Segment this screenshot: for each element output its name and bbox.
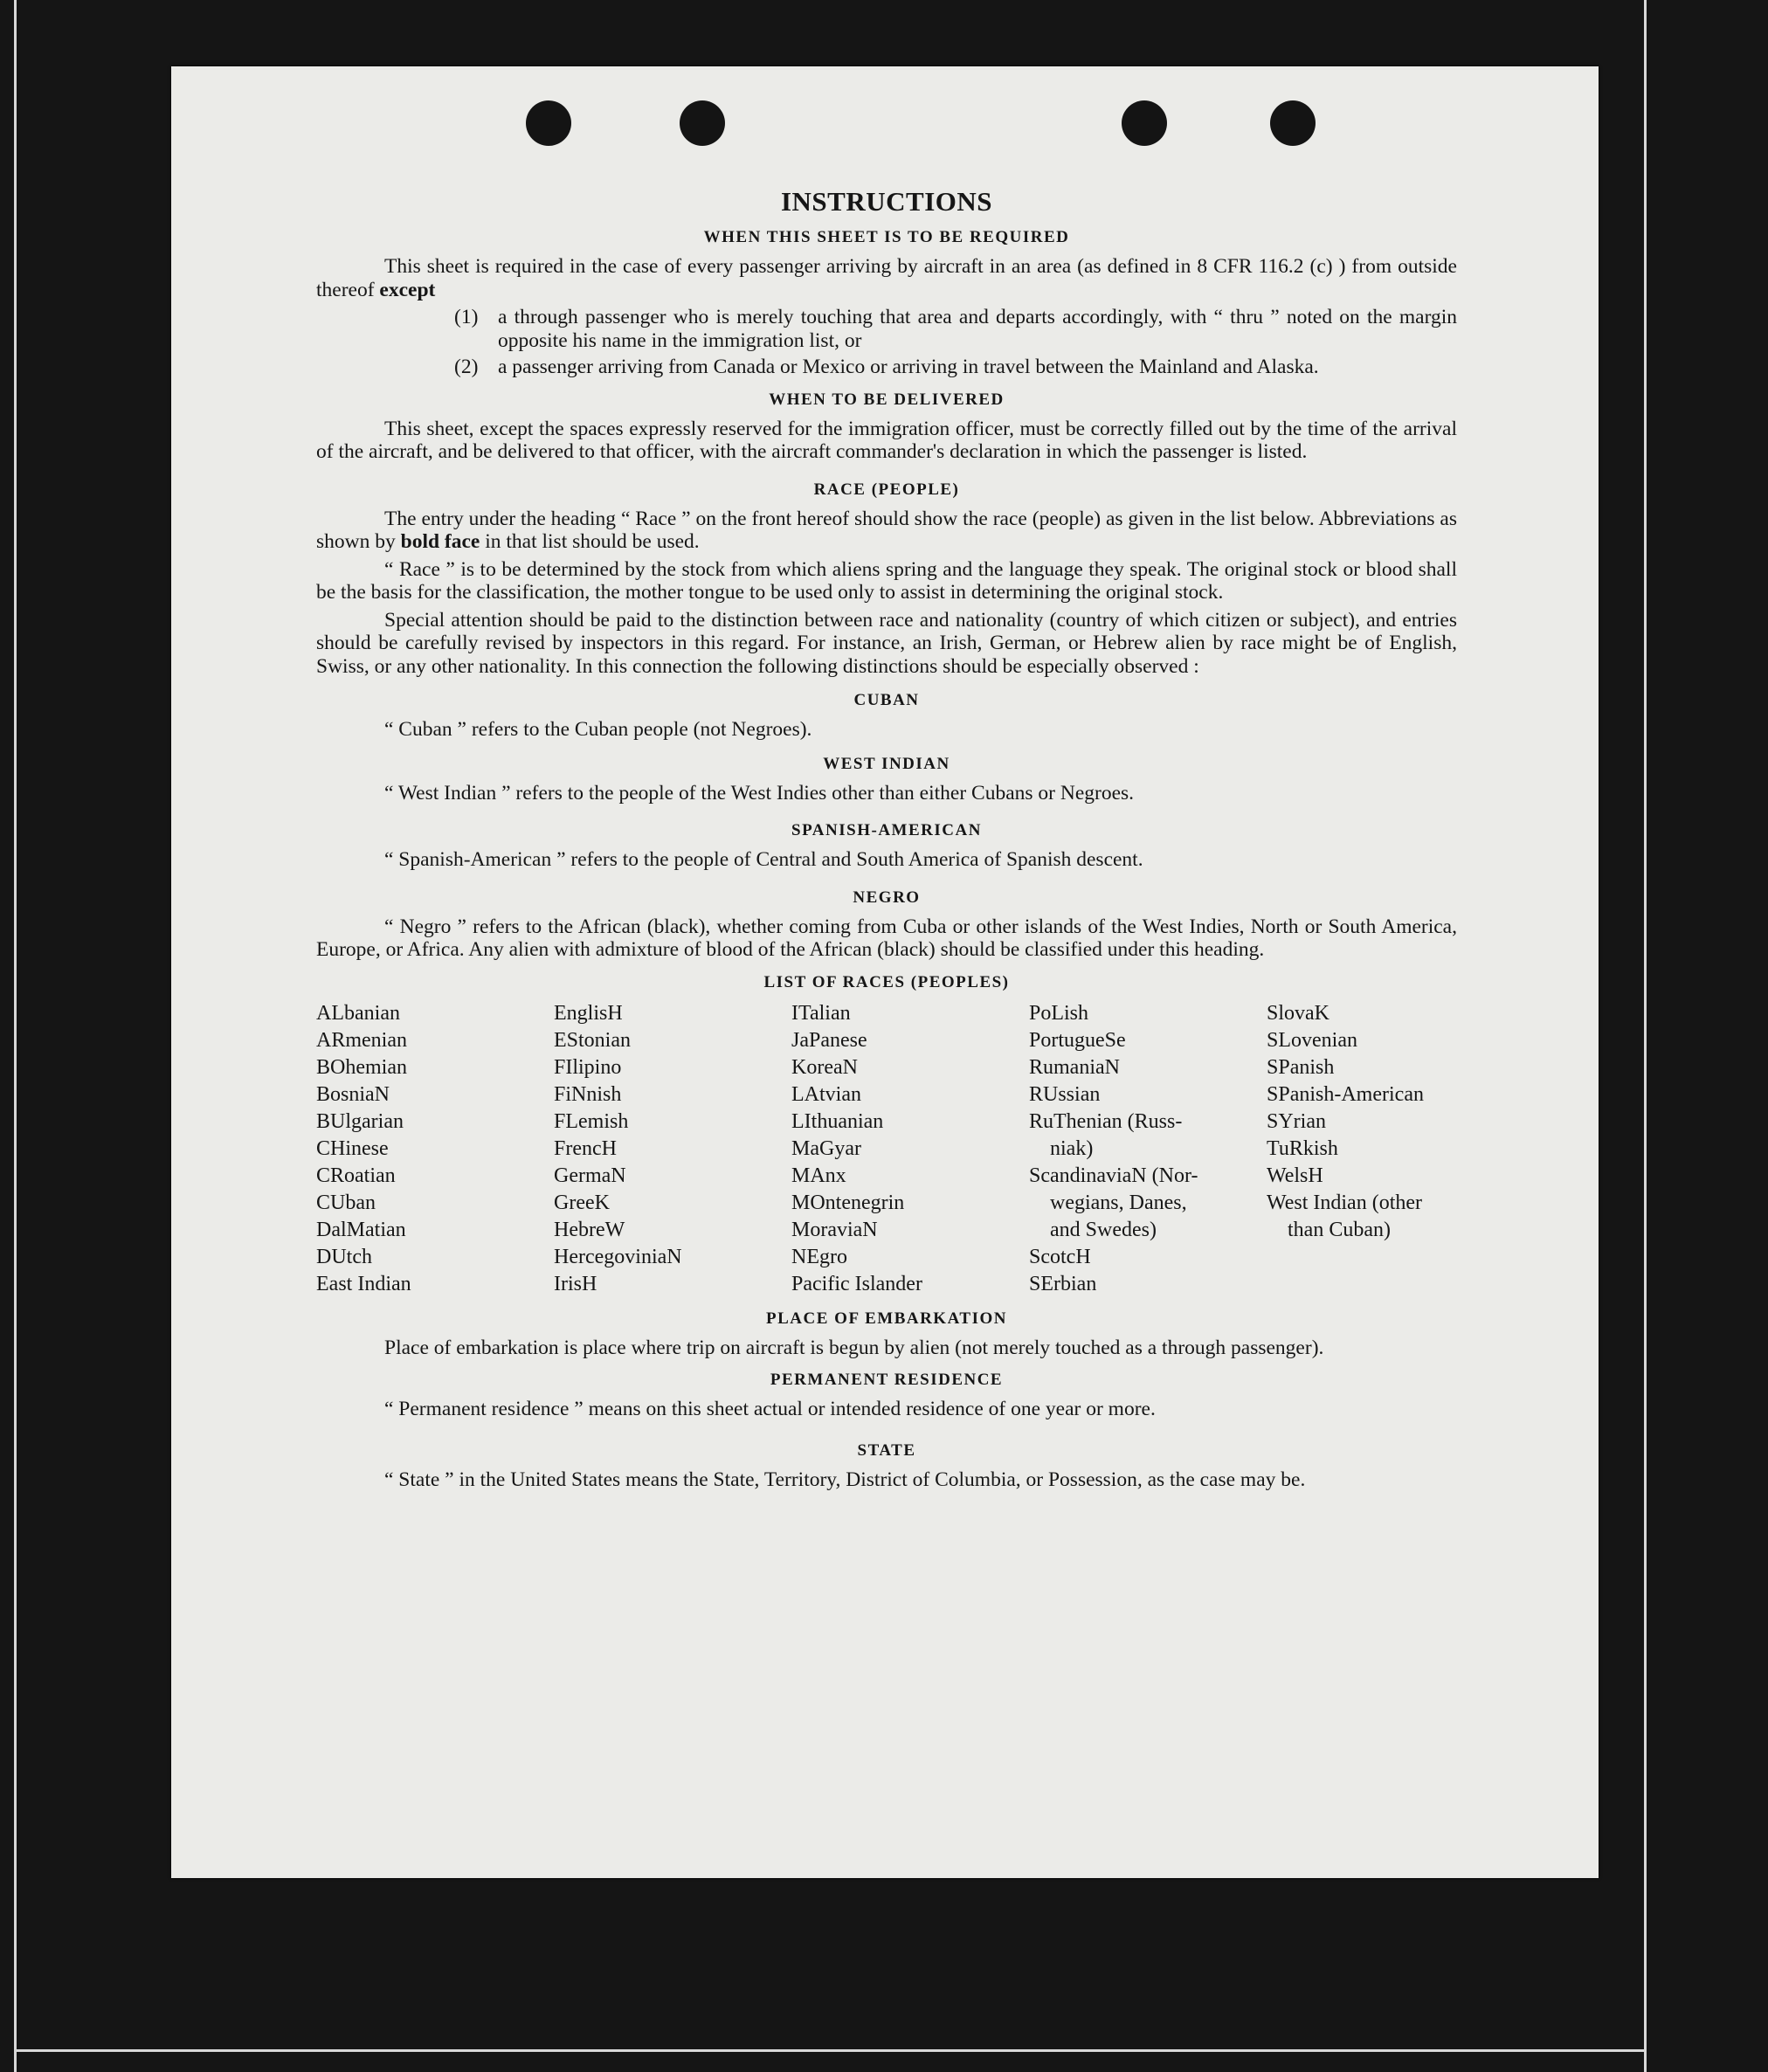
race-entry: ITalian [791, 1001, 851, 1025]
frame-line-left [14, 0, 17, 2072]
race-entry: BUlgarian [316, 1109, 404, 1133]
negro-text: “ Negro ” refers to the African (black), whether coming from Cuba or other islands of the West Indies, North or South America, Europe, or Africa. Any alien with admixture of blood of the African (black) should be classified under this heading. [316, 915, 1457, 961]
race-column [1029, 1000, 1267, 1298]
race-p1-bold: bold face [400, 530, 480, 553]
punch-hole [1122, 100, 1167, 146]
race-entry: LAtvian [791, 1082, 861, 1106]
section-heading-race: RACE (PEOPLE) [813, 480, 960, 499]
race-entry: FiNnish [554, 1082, 622, 1106]
race-entry: West Indian (other than Cuban) [1267, 1191, 1423, 1241]
section-heading-west-indian: WEST INDIAN [823, 754, 950, 773]
race-entry: GermaN [554, 1164, 626, 1187]
race-column [791, 1000, 1029, 1298]
section-heading-required: WHEN THIS SHEET IS TO BE REQUIRED [703, 228, 1070, 246]
race-entry: SlovaK [1267, 1001, 1329, 1025]
exception-text: a passenger arriving from Canada or Mexico or arriving in travel between the Mainland and Alaska. [498, 356, 1319, 378]
race-entry: SErbian [1029, 1272, 1097, 1295]
race-entry: SPanish-American [1267, 1082, 1424, 1106]
section-heading-delivered: WHEN TO BE DELIVERED [769, 390, 1005, 409]
race-entry: ARmenian [316, 1028, 407, 1052]
race-entry: FrencH [554, 1136, 617, 1160]
race-p1-tail: in that list should be used. [480, 530, 700, 553]
punch-hole [680, 100, 725, 146]
exception-number: (2) [454, 356, 479, 378]
state-text: “ State ” in the United States means the State, Territory, District of Columbia, or Possession, as the case may be. [384, 1468, 1306, 1491]
race-entry: DUtch [316, 1245, 372, 1268]
race-entry: PoLish [1029, 1001, 1089, 1025]
race-entry: ALbanian [316, 1001, 400, 1025]
residence-text: “ Permanent residence ” means on this sheet actual or intended residence of one year or more. [384, 1398, 1156, 1420]
spanish-american-text: “ Spanish-American ” refers to the people of Central and South America of Spanish descent. [384, 848, 1143, 871]
frame-line-right [1644, 0, 1647, 2072]
race-entry: Pacific Islander [791, 1272, 922, 1295]
race-entry: CUban [316, 1191, 376, 1214]
required-intro-except: except [379, 278, 436, 301]
race-entry: KoreaN [791, 1055, 858, 1079]
race-entry: SLovenian [1267, 1028, 1357, 1052]
race-entry: NEgro [791, 1245, 847, 1268]
exception-item [454, 356, 1457, 379]
race-entry: ScotcH [1029, 1245, 1091, 1268]
race-entry: HercegoviniaN [554, 1245, 682, 1268]
section-heading-cuban: CUBAN [853, 691, 920, 709]
race-entry: SYrian [1267, 1109, 1326, 1133]
west-indian-text: “ West Indian ” refers to the people of the West Indies other than either Cubans or Negroes. [384, 781, 1135, 805]
race-entry: EStonian [554, 1028, 631, 1052]
race-column [316, 1000, 554, 1298]
race-entry: East Indian [316, 1272, 411, 1295]
race-entry: EnglisH [554, 1001, 623, 1025]
race-entry: ScandinaviaN (Nor- wegians, Danes, and Swedes) [1029, 1164, 1198, 1241]
race-entry: CHinese [316, 1136, 389, 1160]
race-paragraph-1 [316, 508, 1457, 554]
frame-line-bottom [14, 2049, 1647, 2052]
race-column [1267, 1000, 1457, 1298]
punch-hole [1270, 100, 1316, 146]
race-entry: LIthuanian [791, 1109, 884, 1133]
race-entry: MoraviaN [791, 1218, 878, 1241]
race-entry: IrisH [554, 1272, 597, 1295]
section-heading-spanish-american: SPANISH-AMERICAN [791, 821, 982, 839]
exception-item [454, 306, 1457, 352]
exception-text: a through passenger who is merely touching that area and departs accordingly, with “ thru ” noted on the margin opposite his name in the immigration list, or [498, 306, 1457, 352]
race-entry: CRoatian [316, 1164, 396, 1187]
race-entry: SPanish [1267, 1055, 1335, 1079]
required-intro [316, 255, 1457, 301]
embarkation-text: Place of embarkation is place where trip on aircraft is begun by alien (not merely touched as a through passenger). [384, 1336, 1324, 1359]
race-entry: MaGyar [791, 1136, 861, 1160]
required-intro-text: This sheet is required in the case of every passenger arriving by aircraft in an area (as defined in 8 CFR 116.2 (c) ) from outside thereof [316, 255, 1457, 301]
race-entry: TuRkish [1267, 1136, 1338, 1160]
instructions-content [316, 187, 1457, 1495]
race-entry: BOhemian [316, 1055, 407, 1079]
race-entry: DalMatian [316, 1218, 406, 1241]
race-column [554, 1000, 791, 1298]
page-title: INSTRUCTIONS [780, 186, 992, 217]
race-paragraph-3: Special attention should be paid to the distinction between race and nationality (country of which citizen or subject), and entries should be carefully revised by inspectors in this regard. For instance, an Irish, German, or Hebrew alien by race might be of English, Swiss, or any other nationality. In this connection the following distinctions should be especially observed : [316, 608, 1457, 678]
section-heading-list-of-races: LIST OF RACES (PEOPLES) [763, 972, 1010, 991]
section-heading-residence: PERMANENT RESIDENCE [770, 1371, 1004, 1389]
race-entry: MAnx [791, 1164, 846, 1187]
cuban-text: “ Cuban ” refers to the Cuban people (not Negroes). [384, 718, 812, 741]
race-entry: MOntenegrin [791, 1191, 905, 1214]
race-entry: BosniaN [316, 1082, 390, 1106]
race-entry: PortugueSe [1029, 1028, 1126, 1052]
exception-number: (1) [454, 306, 479, 328]
race-entry: RuThenian (Russ- niak) [1029, 1109, 1183, 1160]
race-entry: HebreW [554, 1218, 625, 1241]
race-entry: FIlipino [554, 1055, 622, 1079]
document-page [171, 66, 1599, 1878]
race-entry: FLemish [554, 1109, 629, 1133]
section-heading-negro: NEGRO [853, 888, 921, 907]
race-entry: RUssian [1029, 1082, 1101, 1106]
race-entry: JaPanese [791, 1028, 867, 1052]
race-list [316, 1000, 1457, 1298]
punch-hole [526, 100, 571, 146]
race-paragraph-2: “ Race ” is to be determined by the stock from which aliens spring and the language they speak. The original stock or blood shall be the basis for the classification, the mother tongue to be used only to assist in determining the original stock. [316, 557, 1457, 604]
race-entry: WelsH [1267, 1164, 1323, 1187]
race-entry: GreeK [554, 1191, 610, 1214]
delivered-text: This sheet, except the spaces expressly reserved for the immigration officer, must be correctly filled out by the time of the arrival of the aircraft, and be delivered to that officer, with the aircraft commander's declaration in which the passenger is listed. [316, 417, 1457, 463]
race-p1-text: The entry under the heading “ Race ” on the front hereof should show the race (people) as given in the list below. Abbreviations as shown by [316, 507, 1457, 553]
section-heading-state: STATE [857, 1440, 916, 1460]
race-entry: RumaniaN [1029, 1055, 1120, 1079]
section-heading-embarkation: PLACE OF EMBARKATION [766, 1309, 1007, 1328]
